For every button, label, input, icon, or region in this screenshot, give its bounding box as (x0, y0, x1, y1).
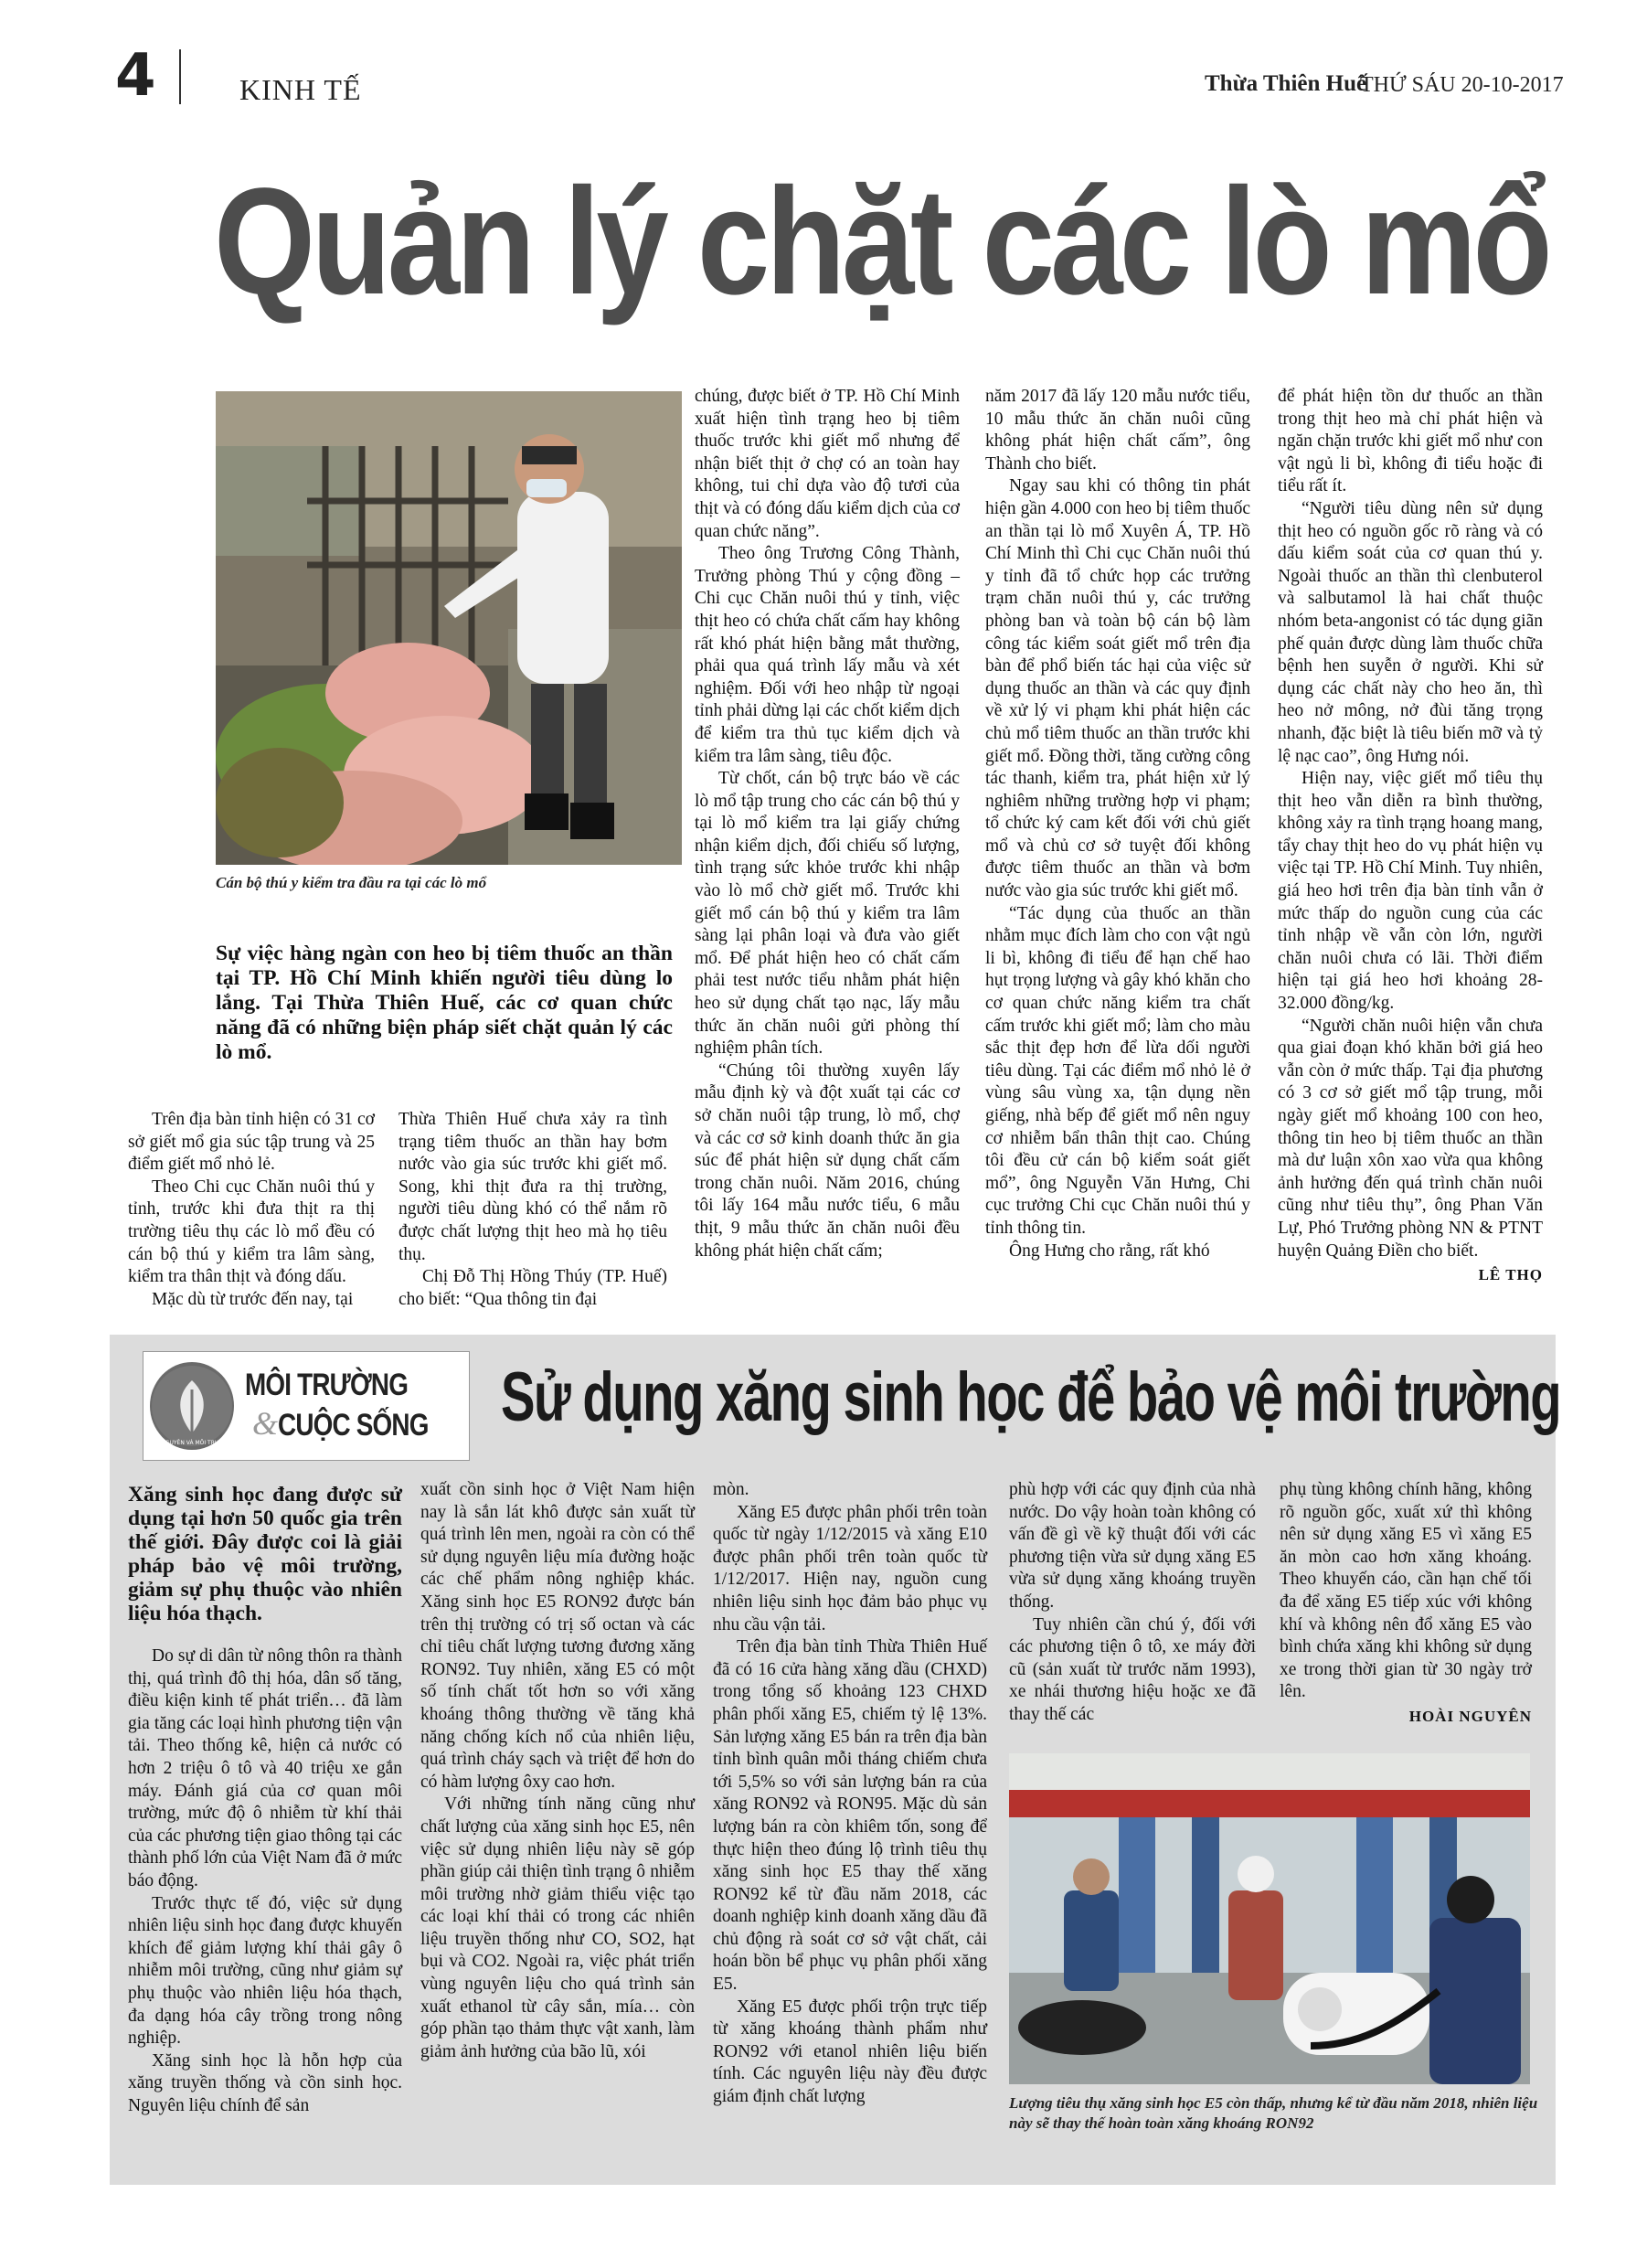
article2-column-2 (420, 1479, 695, 2063)
article2-column-5 (1280, 1479, 1532, 1729)
pig-inspection-photo (216, 391, 682, 865)
page-number: 4 (115, 42, 156, 110)
article1-column-2 (398, 1109, 667, 1311)
section-name: KINH TẾ (239, 73, 362, 106)
paragraph: Thừa Thiên Huế chưa xảy ra tình trạng tiêm thuốc an thần hay bơm nước vào gia súc trước khi giết mổ. Song, khi thịt đưa ra thị trường, người tiêu dùng khó có thể nắm rõ được chất lượng thịt heo mà họ tiêu thụ. (398, 1110, 667, 1264)
fuel-station-illustration (1009, 1753, 1530, 2084)
paragraph: Theo ông Trương Công Thành, Trưởng phòng Thú y cộng đồng – Chi cục Chăn nuôi thú y tỉnh, việc thịt heo có chứa chất cấm hay không rất khó phát hiện bằng mắt thường, phải qua quá trình lấy mẫu và xét nghiệm. Đối với heo nhập từ ngoại tỉnh phải dừng lại các chốt kiểm dịch để kiểm tra thủ tục kiểm dịch và kiểm tra lâm sàng, tiêu độc. (695, 544, 960, 766)
article1-lead: Sự việc hàng ngàn con heo bị tiêm thuốc an thần tại TP. Hồ Chí Minh khiến người tiêu dùng lo lắng. Tại Thừa Thiên Huế, các cơ quan chức năng đã có những biện pháp siết chặt quản lý các lò mổ. (216, 942, 673, 1064)
article2-column-4 (1009, 1479, 1256, 1727)
paragraph: “Tác dụng của thuốc an thần nhằm mục đích làm cho con vật ngủ li bì, không đi tiểu để hạn chế hao hụt trọng lượng và gây khó khăn cho cơ quan chức năng kiểm tra chất cấm trước khi giết mổ; làm cho màu sắc thịt đẹp hơn để lừa dối người tiêu dùng. Tại các điểm mổ nhỏ lẻ ở vùng sâu vùng xa, tận dụng nền giếng, nhà bếp để giết mổ nên nguy cơ nhiễm bẩn thân thịt cao. Chúng tôi đều cử cán bộ kiểm soát giết mổ”, ông Nguyễn Văn Hưng, Chi cục trưởng Chi cục Chăn nuôi thú y tỉnh thông tin. (985, 903, 1250, 1238)
column-logo-line1: MÔI TRƯỜNG (245, 1368, 409, 1402)
paragraph: Ngay sau khi có thông tin phát hiện gần 4.000 con heo bị tiêm thuốc an thần tại lò mổ Xuyên Á, TP. Hồ Chí Minh thì Chi cục Chăn nuôi thú y tỉnh đã tổ chức họp các trưởng trạm chăn nuôi thú y, các trưởng phòng ban và toàn bộ cán bộ làm công tác kiểm soát giết mổ trên địa bàn để phổ biến tác hại của việc sử dụng thuốc an thần và các quy định về xử lý vi phạm khi phát hiện các chủ mổ tiêm thuốc an thần trước khi giết mổ. Đồng thời, tăng cường công tác thanh, kiểm tra, phát hiện xử lý nghiêm những trường hợp vi phạm; tổ chức ký cam kết đối với chủ giết mổ và chủ cơ sở tuyệt đối không được tiêm thuốc an thần và bơm nước vào gia súc trước khi giết mổ. (985, 476, 1250, 901)
paragraph: phù hợp với các quy định của nhà nước. Do vậy hoàn toàn không có vấn đề gì về kỹ thuật đối với các phương tiện vừa sử dụng xăng E5 vừa sử dụng xăng khoáng truyền thống. (1009, 1480, 1256, 1612)
paragraph: Xăng sinh học là hỗn hợp của xăng truyền thống và cồn sinh học. Nguyên liệu chính để sản (128, 2050, 402, 2115)
paragraph: “Người tiêu dùng nên sử dụng thịt heo có nguồn gốc rõ ràng và có dấu kiểm soát của cơ quan thú y. Ngoài thuốc an thần thì clenbuterol và salbutamol là hai chất thuộc nhóm beta-angonist có tác dụng giãn phế quản được dùng làm thuốc chữa bệnh hen suyễn ở người. Khi sử dụng các chất này cho heo ăn, thì heo nở mông, nở đùi tăng trọng nhanh, đặc biệt là tiêu biến mỡ và tỷ lệ nạc cao”, ông Hưng nói. (1278, 498, 1543, 766)
article2-column-3 (713, 1479, 987, 2109)
paragraph: Ông Hưng cho rằng, rất khó (1009, 1240, 1210, 1261)
paragraph: Từ chốt, cán bộ trực báo về các lò mổ tập trung cho các cán bộ thú y tại lò mổ kiểm tra lại giấy chứng nhận kiểm dịch, đối chiếu số lượng, tình trạng sức khỏe trước khi nhập vào lò mổ chờ giết mổ. Trước khi giết mổ cán bộ thú y kiểm tra lâm sàng lại phân loại và đưa vào giết mổ. Để phát hiện heo có chất cấm phải test nước tiểu nhằm phát hiện heo sử dụng chất tạo nạc, lấy mẫu thức ăn chăn nuôi gửi phòng thí nghiệm phân tích. (695, 769, 960, 1059)
paragraph: Trước thực tế đó, việc sử dụng nhiên liệu sinh học đang được khuyến khích để giảm lượng khí thải gây ô nhiễm môi trường, cũng như giảm sự phụ thuộc vào nhiên liệu hóa thạch, đa dạng hóa cây trồng trong nông nghiệp. (128, 1893, 402, 2049)
paragraph: xuất cồn sinh học ở Việt Nam hiện nay là sắn lát khô được sản xuất từ quá trình lên men, ngoài ra còn có thể sử dụng nguyên liệu mía đường hoặc các chế phẩm nông nghiệp khác. Xăng sinh học E5 RON92 được bán trên thị trường có trị số octan và các chỉ tiêu chất lượng tương đương xăng RON92. Tuy nhiên, xăng E5 có một số tính chất tốt hơn so với xăng khoáng thông thường về tăng khả năng chống kích nổ của nhiên liệu, quá trình cháy sạch và triệt để hơn do có hàm lượng ôxy cao hơn. (420, 1480, 695, 1792)
article2-author: HOÀI NGUYÊN (1408, 1707, 1532, 1725)
article1-title: Quản lý chặt các lò mổ (214, 157, 1549, 326)
paragraph: “Người chăn nuôi hiện vẫn chưa qua giai đoạn khó khăn bởi giá heo vẫn còn ở mức thấp. Tại địa phương có 3 cơ sở giết mổ tập trung, mỗi ngày giết mổ khoảng 100 con heo, thông tin heo bị tiêm thuốc an thần mà dư luận xôn xao vừa qua không ảnh hưởng đến quá trình chăn nuôi cũng như tiêu thụ”, ông Phan Văn Lự, Phó Trưởng phòng NN & PTNT huyện Quảng Điền cho biết. (1278, 1016, 1543, 1261)
paragraph: để phát hiện tồn dư thuốc an thần trong thịt heo mà chỉ phát hiện và ngăn chặn trước khi giết mổ như con vật ngủ li bì, không đi tiểu hoặc đi tiểu rất ít. (1278, 387, 1543, 496)
article1-column-3 (695, 386, 960, 1262)
column-logo-ampersand: & (252, 1405, 279, 1442)
paragraph: Xăng E5 được phân phối trên toàn quốc từ ngày 1/12/2015 và xăng E10 được phân phối trên toàn quốc từ 1/12/2017. Hiện nay, nguồn cung nhiên liệu sinh học đảm bảo phục vụ nhu cầu vận tải. (713, 1502, 987, 1634)
article1-column-1 (128, 1109, 375, 1311)
logo-small-text: TÀI NGUYÊN VÀ MÔI TRƯỜNG (151, 1440, 233, 1446)
paragraph: Do sự di dân từ nông thôn ra thành thị, quá trình đô thị hóa, dân số tăng, điều kiện kinh tế phát triển… đã làm gia tăng các loại hình phương tiện vận tải. Theo thống kê, hiện cả nước có hơn 2 triệu ô tô và 40 triệu xe gắn máy. Đánh giá của cơ quan môi trường, mức độ ô nhiễm từ khí thải của các phương tiện giao thông tại các thành phố lớn của Việt Nam đã ở mức báo động. (128, 1646, 402, 1890)
paragraph: phụ tùng không chính hãng, không rõ nguồn gốc, xuất xứ thì không nên sử dụng xăng E5 vì xăng E5 ăn mòn cao hơn xăng khoáng. Theo khuyến cáo, cần hạn chế tối đa để xăng E5 tiếp xúc với không khí và không nên đổ xăng E5 vào bình chứa xăng khi không sử dụng xe trong thời gian từ 30 ngày trở lên. (1280, 1480, 1532, 1702)
article1-column-5 (1278, 386, 1543, 1287)
paragraph: năm 2017 đã lấy 120 mẫu nước tiểu, 10 mẫu thức ăn chăn nuôi cũng không phát hiện chất cấm”, ông Thành cho biết. (985, 387, 1250, 474)
paragraph: “Chúng tôi thường xuyên lấy mẫu định kỳ và đột xuất tại các cơ sở chăn nuôi tập trung, lò mổ, chợ và các cơ sở kinh doanh thức ăn gia súc để phát hiện sử dụng chất cấm trong chăn nuôi. Năm 2016, chúng tôi lấy 164 mẫu nước tiểu, 6 mẫu thịt, 9 mẫu thức ăn chăn nuôi đều không phát hiện chất cấm; (695, 1060, 960, 1261)
newspaper-name: Thừa Thiên Huế (1205, 71, 1367, 96)
paragraph: Xăng E5 được phối trộn trực tiếp từ xăng khoáng thành phẩm như RON92 với etanol nhiên liệu biến tính. Các nguyên liệu này đều được giám định chất lượng (713, 1996, 987, 2107)
article2-title: Sử dụng xăng sinh học để bảo vệ môi trường (501, 1358, 1561, 1436)
paragraph: Hiện nay, việc giết mổ tiêu thụ thịt heo vẫn diễn ra bình thường, không xảy ra tình trạng hoang mang, tẩy chay thịt heo do vụ phát hiện vụ việc tại TP. Hồ Chí Minh. Tuy nhiên, giá heo hơi trên địa bàn tỉnh vẫn ở mức thấp do nguồn cung của các tỉnh nhập về vẫn còn lớn, người chăn nuôi chưa có lãi. Thời điểm hiện tại giá heo hơi khoảng 28-32.000 đồng/kg. (1278, 769, 1543, 1014)
header-divider (179, 49, 181, 104)
paragraph: Theo Chi cục Chăn nuôi thú y tỉnh, trước khi đưa thịt ra thị trường tiêu thụ các lò mổ đều có cán bộ thú y kiểm tra lâm sàng, kiểm tra thân thịt và đóng dấu. (128, 1177, 375, 1287)
paragraph: Trên địa bàn tỉnh hiện có 31 cơ sở giết mổ gia súc tập trung và 25 điểm giết mổ nhỏ lẻ. (128, 1110, 375, 1175)
paragraph: Chị Đỗ Thị Hồng Thúy (TP. Huế) cho biết: “Qua thông tin đại (398, 1267, 667, 1309)
article1-column-4 (985, 386, 1250, 1262)
paragraph: mòn. (713, 1480, 749, 1499)
paragraph: Mặc dù từ trước đến nay, tại (152, 1289, 354, 1309)
column-logo-line2: CUỘC SỐNG (278, 1408, 429, 1443)
issue-date: THỨ SÁU 20-10-2017 (1360, 73, 1564, 97)
pig-inspection-illustration (216, 391, 682, 865)
article2-photo-caption: Lượng tiêu thụ xăng sinh học E5 còn thấp, nhưng kể từ đầu năm 2018, nhiên liệu này sẽ thay thế hoàn toàn xăng khoáng RON92 (1009, 2094, 1538, 2132)
paragraph: Tuy nhiên cần chú ý, đối với các phương tiện ô tô, xe máy đời cũ (sản xuất từ trước năm 1993), xe nhái thương hiệu hoặc xe đã thay thế các (1009, 1614, 1256, 1724)
article1-photo-caption: Cán bộ thú y kiểm tra đầu ra tại các lò mổ (216, 874, 487, 891)
paragraph: Trên địa bàn tỉnh Thừa Thiên Huế đã có 16 cửa hàng xăng dầu (CHXD) trong tổng số khoảng 123 CHXD phân phối xăng E5, chiếm tỷ lệ 13%. Sản lượng xăng E5 bán ra trên địa bàn tỉnh bình quân mỗi tháng chiếm chưa tới 5,5% so với sản lượng bán ra của xăng RON92 và RON95. Mặc dù sản lượng bán ra còn khiêm tốn, song để thực hiện theo đúng lộ trình tiêu thụ xăng sinh học E5 thay thế xăng RON92 kể từ đầu năm 2018, các doanh nghiệp kinh doanh xăng dầu đã chủ động rà soát cơ sở vật chất, cải hoán bồn bể phục vụ phân phối xăng E5. (713, 1637, 987, 1995)
paragraph: chúng, được biết ở TP. Hồ Chí Minh xuất hiện tình trạng heo bị tiêm thuốc trước khi giết mổ nhưng để nhận biết thịt ở chợ có an toàn hay không, tui chỉ dựa vào độ tươi của thịt và có đóng dấu kiểm dịch của cơ quan chức năng”. (695, 387, 960, 541)
fuel-station-photo (1009, 1753, 1530, 2084)
article2-lead: Xăng sinh học đang được sử dụng tại hơn 50 quốc gia trên thế giới. Đây được coi là giải pháp bảo vệ môi trường, giảm sự phụ thuộc vào nhiên liệu hóa thạch. (128, 1483, 402, 1625)
environment-logo-icon (150, 1362, 234, 1450)
paragraph: Với những tính năng cũng như chất lượng của xăng sinh học E5, nên việc sử dụng nhiên liệu này sẽ góp phần giúp cải thiện tình trạng ô nhiễm môi trường nhờ giảm thiểu việc tạo các loại khí thải có trong các nhiên liệu truyền thống như CO, SO2, hạt bụi và CO2. Ngoài ra, việc phát triển vùng nguyên liệu cho quá trình sản xuất ethanol từ cây sắn, mía… còn góp phần tạo thảm thực vật xanh, làm giảm ảnh hưởng của bão lũ, xói (420, 1794, 695, 2061)
article2-column-1 (128, 1645, 402, 2117)
article1-author: LÊ THỌ (1478, 1266, 1543, 1284)
